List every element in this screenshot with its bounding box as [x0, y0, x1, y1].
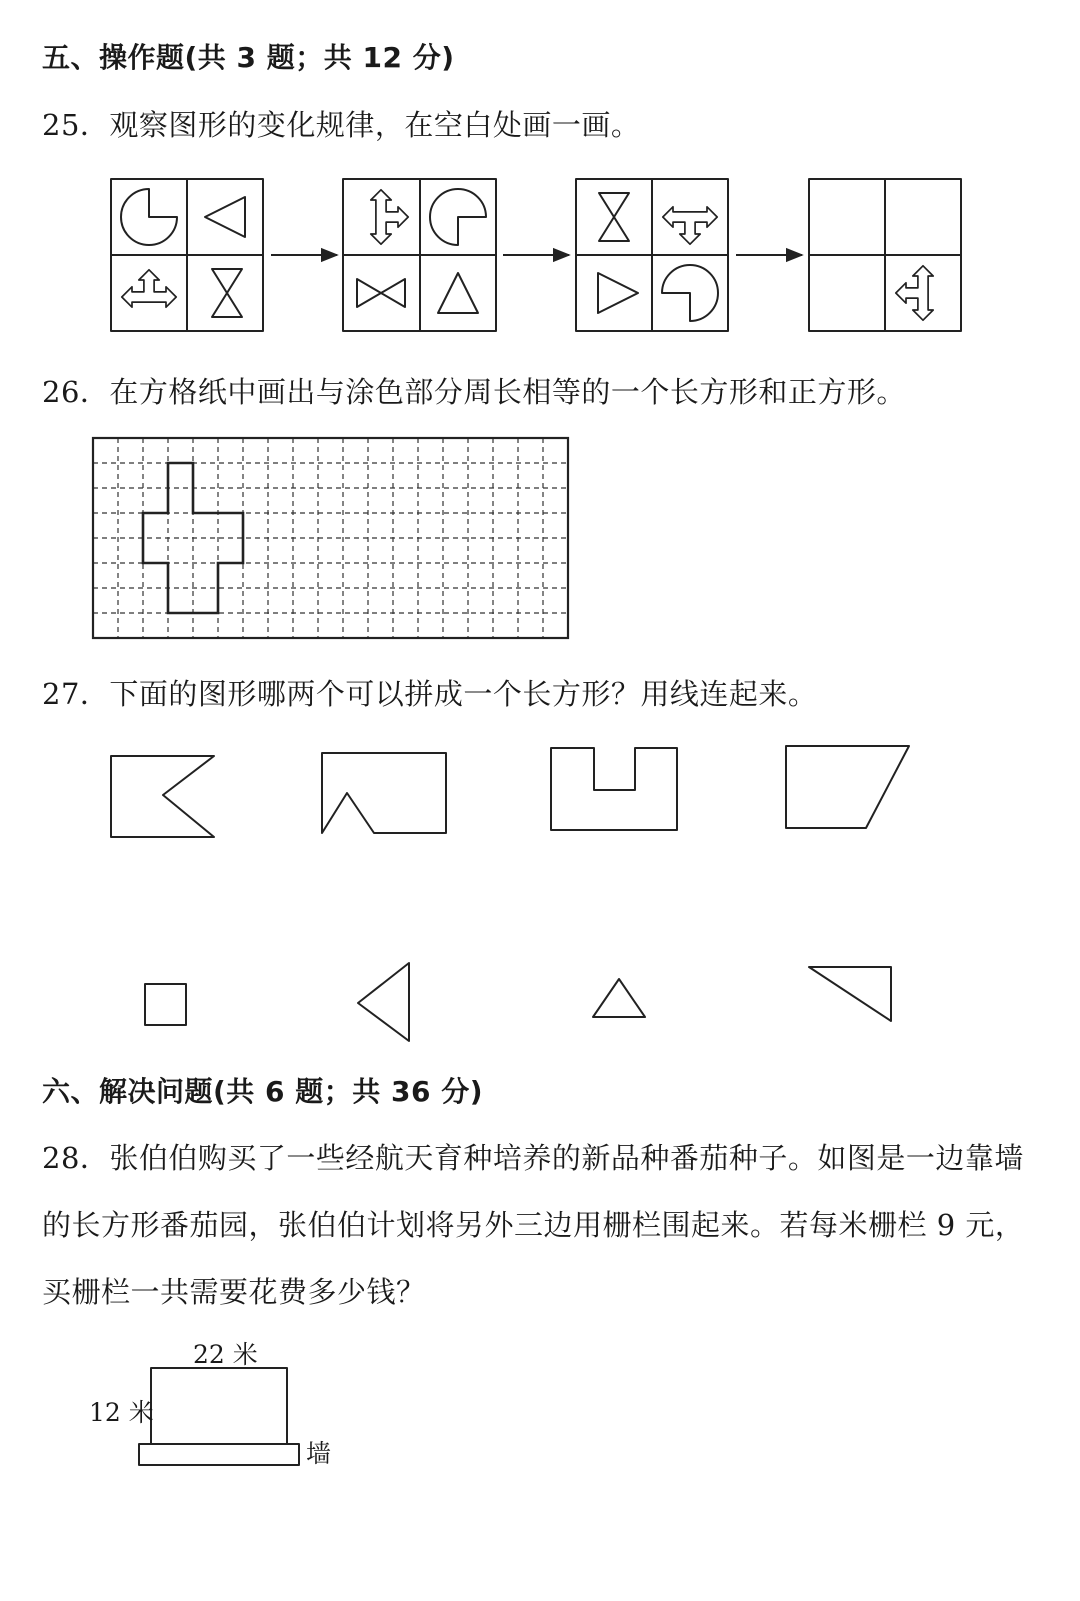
question-28-line-2: 的长方形番茄园，张伯伯计划将另外三边用栅栏围起来。若每米栅栏 9 元， [42, 1208, 1025, 1242]
section-6-title: 六、解决问题(共 6 题；共 36 分) [42, 1075, 484, 1108]
wall-rect [139, 1444, 299, 1465]
section-5-title: 五、操作题(共 3 题；共 12 分) [42, 41, 455, 74]
question-25-text: 25．观察图形的变化规律，在空白处画一画。 [42, 108, 641, 142]
top-length-label: 22 米 [193, 1340, 258, 1369]
wall-label: 墙 [306, 1439, 332, 1468]
garden-rect [151, 1368, 287, 1444]
side-length-label: 12 米 [89, 1398, 154, 1427]
question-28-line-3: 买栅栏一共需要花费多少钱？ [42, 1275, 426, 1309]
question-28-line-1: 28．张伯伯购买了一些经航天育种培养的新品种番茄种子。如图是一边靠墙 [42, 1141, 1024, 1175]
question-26-text: 26．在方格纸中画出与涂色部分周长相等的一个长方形和正方形。 [42, 375, 906, 409]
question-27-text: 27．下面的图形哪两个可以拼成一个长方形？用线连起来。 [42, 677, 818, 711]
